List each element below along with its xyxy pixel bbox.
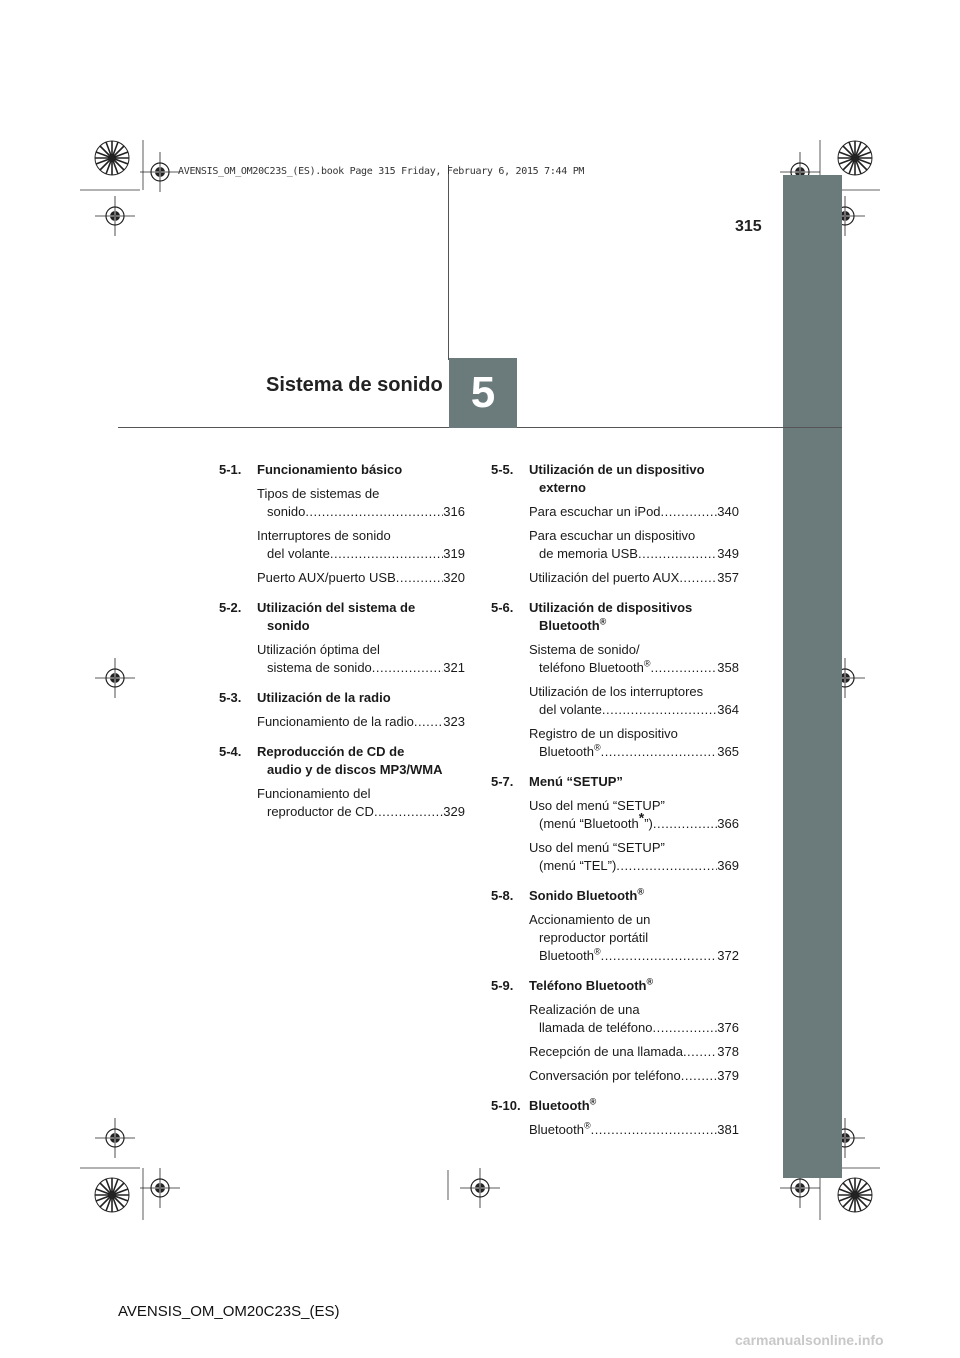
chapter-sidebar-tab <box>783 175 842 1178</box>
vertical-rule <box>448 165 449 360</box>
toc-column-left <box>219 461 465 827</box>
toc-entry[interactable]: Sistema de sonido/ teléfono Bluetooth® ..... 358 <box>491 641 739 677</box>
toc-section: 5-2. Utilización del sistema de sonido <box>219 600 416 633</box>
registered-mark: ® <box>589 1096 597 1107</box>
toc-section: 5-4. Reproducción de CD de audio y de discos MP3/WMA <box>219 744 443 777</box>
toc-section: 5-7. Menú “SETUP” <box>491 774 623 789</box>
toc-section: 5-1. Funcionamiento básico <box>219 462 403 477</box>
registered-mark: ® <box>583 1120 591 1131</box>
toc-entry[interactable]: Funcionamiento del reproductor de CD ..... 329 <box>219 785 465 821</box>
toc-entry[interactable]: Uso del menú “SETUP” (menú “Bluetooth*”) ..... 366 <box>491 797 739 833</box>
registered-mark: ® <box>637 886 644 897</box>
toc-section: 5-3. Utilización de la radio <box>219 690 391 705</box>
book-header-info: AVENSIS_OM_OM20C23S_(ES).book Page 315 Friday, February 6, 2015 7:44 PM <box>178 166 585 177</box>
registered-mark: ® <box>643 658 651 669</box>
toc-entry[interactable]: Para escuchar un iPod ..... 340 <box>491 503 739 521</box>
toc-entry[interactable]: Utilización de los interruptores del volante ..... 364 <box>491 683 739 719</box>
toc-entry[interactable]: Puerto AUX/puerto USB ..... 320 <box>219 569 465 587</box>
toc-column-right <box>491 461 739 1145</box>
registered-mark: ® <box>593 946 601 957</box>
toc-entry[interactable]: Funcionamiento de la radio ..... 323 <box>219 713 465 731</box>
toc-entry[interactable]: Registro de un dispositivo Bluetooth® ..... 365 <box>491 725 739 761</box>
chapter-number: 5 <box>449 358 517 428</box>
registered-mark: ® <box>646 976 654 987</box>
toc-section: 5-5. Utilización de un dispositivo externo <box>491 462 705 495</box>
toc-entry[interactable]: Para escuchar un dispositivo de memoria USB ..... 349 <box>491 527 739 563</box>
toc-entry[interactable]: Interruptores de sonido del volante ..... 319 <box>219 527 465 563</box>
crop-lines <box>80 140 880 1220</box>
site-watermark: carmanualsonline.info <box>735 1332 884 1348</box>
document-code-footer: AVENSIS_OM_OM20C23S_(ES) <box>118 1303 340 1320</box>
asterisk-mark: * <box>638 809 645 826</box>
toc-entry[interactable]: Bluetooth® ..... 381 <box>491 1121 739 1139</box>
toc-entry[interactable]: Conversación por teléfono ..... 379 <box>491 1067 739 1085</box>
chapter-title: Sistema de sonido <box>266 374 443 396</box>
toc-entry[interactable]: Accionamiento de un reproductor portátil Bluetooth® ..... 372 <box>491 911 739 965</box>
toc-entry[interactable]: Tipos de sistemas de sonido ..... 316 <box>219 485 465 521</box>
toc-entry[interactable]: Realización de una llamada de teléfono ..... 376 <box>491 1001 739 1037</box>
toc-entry[interactable]: Utilización óptima del sistema de sonido ..... 321 <box>219 641 465 677</box>
registered-mark: ® <box>593 742 601 753</box>
toc-section: 5-10. Bluetooth® <box>491 1096 597 1113</box>
toc-entry[interactable]: Utilización del puerto AUX ..... 357 <box>491 569 739 587</box>
toc-entry[interactable]: Recepción de una llamada ..... 378 <box>491 1043 739 1061</box>
toc-section: 5-8. Sonido Bluetooth® <box>491 886 644 903</box>
page-number: 315 <box>735 218 762 235</box>
toc-section: 5-6. Utilización de dispositivos Bluetooth® <box>491 600 693 633</box>
toc-section: 5-9. Teléfono Bluetooth® <box>491 976 654 993</box>
registered-mark: ® <box>599 616 607 627</box>
toc-entry[interactable]: Uso del menú “SETUP” (menú “TEL”) ..... 369 <box>491 839 739 875</box>
